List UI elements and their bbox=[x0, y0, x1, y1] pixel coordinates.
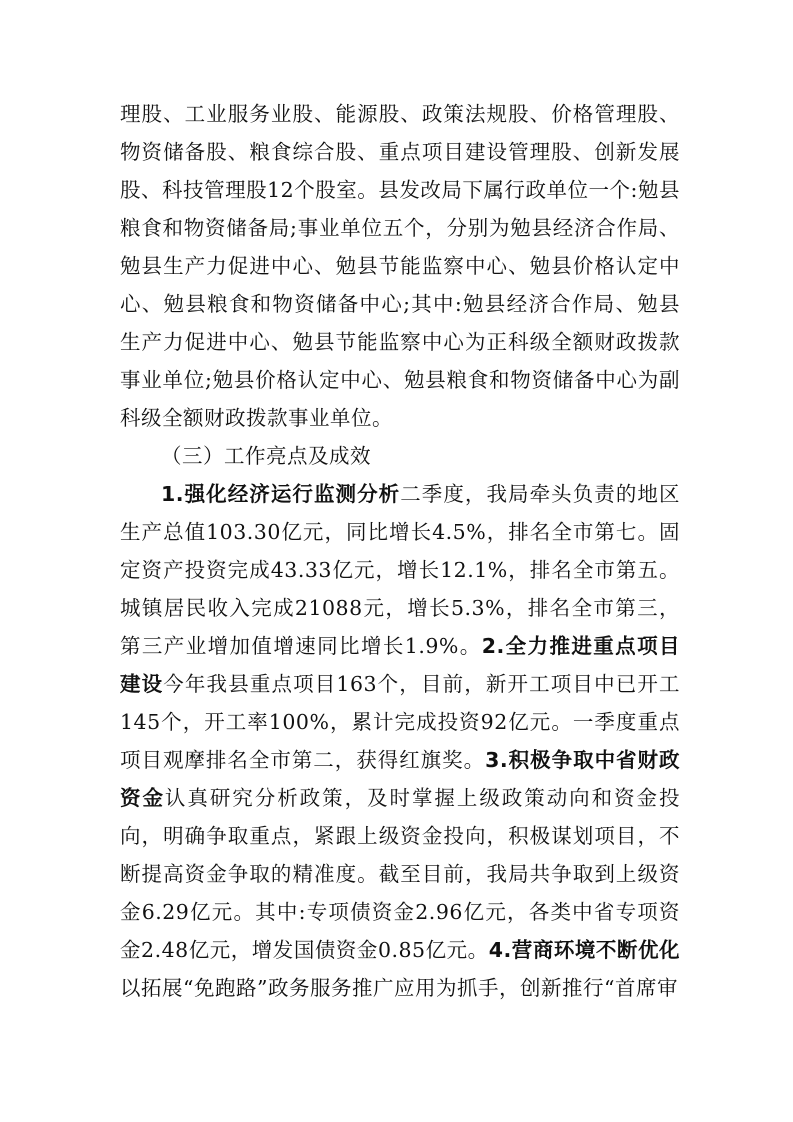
item-4-lead: 4.营商环境不断优化 bbox=[488, 938, 680, 962]
document-body bbox=[120, 95, 680, 1007]
item-3-lead: 3.积极争取中省财政资金 bbox=[120, 748, 680, 810]
item-4-body: 以拓展“免跑路”政务服务推广应用为抓手，创新推行“首席审 bbox=[120, 976, 678, 1000]
item-1-body: 二季度，我局牵头负责的地区生产总值103.30亿元，同比增长4.5%，排名全市第七。固定资产投资完成43.33亿元，增长12.1%，排名全市第五。城镇居民收入完成21088元，增长5.3%，排名全市第三，第三产业增加值增速同比增长1.9%。 bbox=[120, 482, 680, 658]
item-1-lead: 1.强化经济运行监测分析 bbox=[161, 482, 401, 506]
item-3-body: 认真研究分析政策，及时掌握上级政策动向和资金投向，明确争取重点，紧跟上级资金投向，积极谋划项目，不断提高资金争取的精准度。截至目前，我局共争取到上级资金6.29亿元。其中:专项债资金2.96亿元，各类中省专项资金2.48亿元，增发国债资金0.85亿元。 bbox=[120, 786, 681, 962]
item-2-lead: 2.全力推进重点项目建设 bbox=[120, 634, 680, 696]
item-2-body: 今年我县重点项目163个，目前，新开工项目中已开工145个，开工率100%，累计完成投资92亿元。一季度重点项目观摩排名全市第二，获得红旗奖。 bbox=[120, 672, 680, 772]
section-heading: （三）工作亮点及成效 bbox=[161, 444, 371, 468]
paragraph-department-structure: 理股、工业服务业股、能源股、政策法规股、价格管理股、物资储备股、粮食综合股、重点项目建设管理股、创新发展股、科技管理股12个股室。县发改局下属行政单位一个:勉县粮食和物资储备局;事业单位五个，分别为勉县经济合作局、勉县生产力促进中心、勉县节能监察中心、勉县价格认定中心、勉县粮食和物资储备中心;其中:勉县经济合作局、勉县生产力促进中心、勉县节能监察中心为正科级全额财政拨款事业单位;勉县价格认定中心、勉县粮食和物资储备中心为副科级全额财政拨款事业单位。 bbox=[120, 102, 680, 430]
highlights-paragraph bbox=[120, 475, 680, 1007]
